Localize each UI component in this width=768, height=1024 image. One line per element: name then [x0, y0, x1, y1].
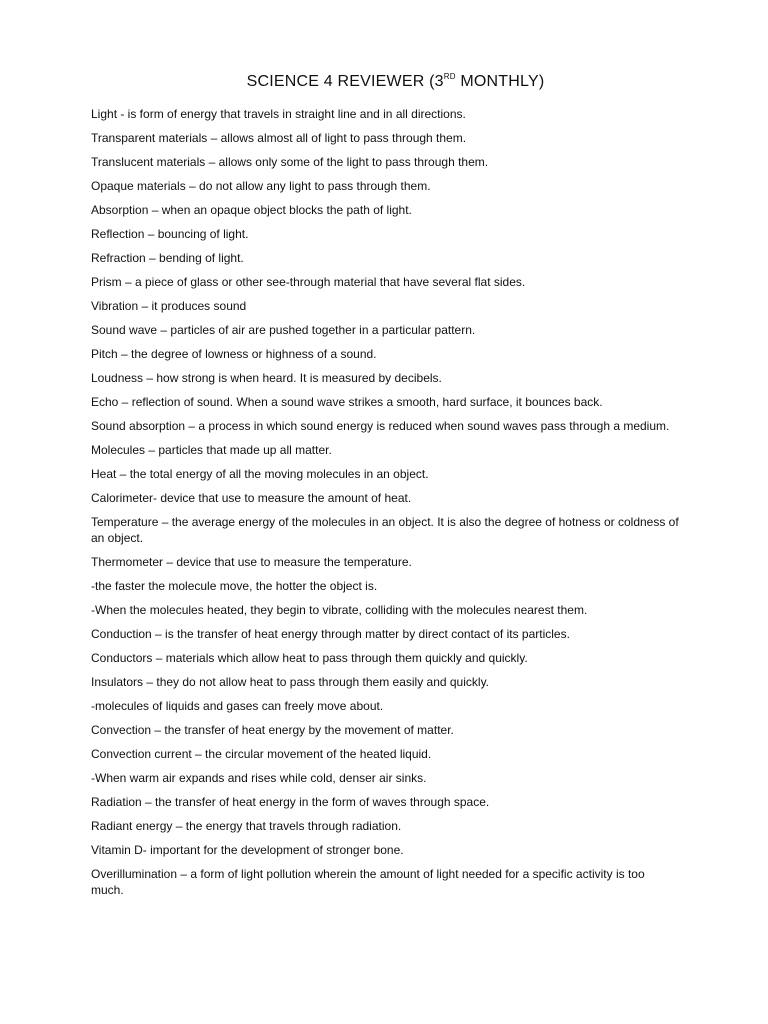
line-sound-wave: Sound wave – particles of air are pushed together in a particular pattern.: [91, 323, 476, 337]
title-prefix: SCIENCE 4 REVIEWER (3: [246, 73, 444, 90]
title-superscript: RD: [443, 72, 456, 81]
line-calorimeter: Calorimeter- device that use to measure the amount of heat.: [91, 491, 412, 505]
line-liquids-gases: -molecules of liquids and gases can freely move about.: [91, 699, 384, 713]
line-heat: Heat – the total energy of all the moving molecules in an object.: [91, 467, 429, 481]
line-translucent: Translucent materials – allows only some of the light to pass through them.: [91, 155, 489, 169]
line-conduction: Conduction – is the transfer of heat energy through matter by direct contact of its particles.: [91, 627, 570, 641]
line-reflection: Reflection – bouncing of light.: [91, 227, 249, 241]
line-insulators: Insulators – they do not allow heat to pass through them easily and quickly.: [91, 675, 490, 689]
line-molecules: Molecules – particles that made up all matter.: [91, 443, 332, 457]
document-title: [91, 72, 680, 92]
reviewer-lines: [91, 106, 680, 898]
line-radiant-energy: Radiant energy – the energy that travels through radiation.: [91, 819, 402, 833]
line-opaque: Opaque materials – do not allow any light to pass through them.: [91, 179, 431, 193]
line-faster-molecule: -the faster the molecule move, the hotter the object is.: [91, 579, 378, 593]
line-sound-absorption: Sound absorption – a process in which sound energy is reduced when sound waves pass through a medium.: [91, 419, 670, 433]
line-conductors: Conductors – materials which allow heat to pass through them quickly and quickly.: [91, 651, 528, 665]
line-loudness: Loudness – how strong is when heard. It is measured by decibels.: [91, 371, 442, 385]
line-radiation: Radiation – the transfer of heat energy in the form of waves through space.: [91, 795, 490, 809]
line-transparent: Transparent materials – allows almost all of light to pass through them.: [91, 131, 467, 145]
line-echo: Echo – reflection of sound. When a sound wave strikes a smooth, hard surface, it bounces back.: [91, 395, 603, 409]
line-vitamin-d: Vitamin D- important for the development of stronger bone.: [91, 843, 404, 857]
line-prism: Prism – a piece of glass or other see-through material that have several flat sides.: [91, 275, 526, 289]
line-absorption: Absorption – when an opaque object blocks the path of light.: [91, 203, 412, 217]
line-light: Light - is form of energy that travels in straight line and in all directions.: [91, 107, 466, 121]
line-molecules-heated: -When the molecules heated, they begin to vibrate, colliding with the molecules nearest them.: [91, 603, 588, 617]
line-vibration: Vibration – it produces sound: [91, 299, 247, 313]
line-pitch: Pitch – the degree of lowness or highness of a sound.: [91, 347, 377, 361]
line-temperature: Temperature – the average energy of the molecules in an object. It is also the degree of hotness or coldness of an object.: [91, 515, 679, 545]
line-convection-current: Convection current – the circular movement of the heated liquid.: [91, 747, 432, 761]
line-thermometer: Thermometer – device that use to measure the temperature.: [91, 555, 412, 569]
line-refraction: Refraction – bending of light.: [91, 251, 244, 265]
line-overillumination: Overillumination – a form of light pollution wherein the amount of light needed for a specific activity is too much.: [91, 867, 645, 897]
title-suffix: MONTHLY): [455, 73, 545, 90]
line-convection: Convection – the transfer of heat energy by the movement of matter.: [91, 723, 454, 737]
line-warm-air: -When warm air expands and rises while cold, denser air sinks.: [91, 771, 427, 785]
